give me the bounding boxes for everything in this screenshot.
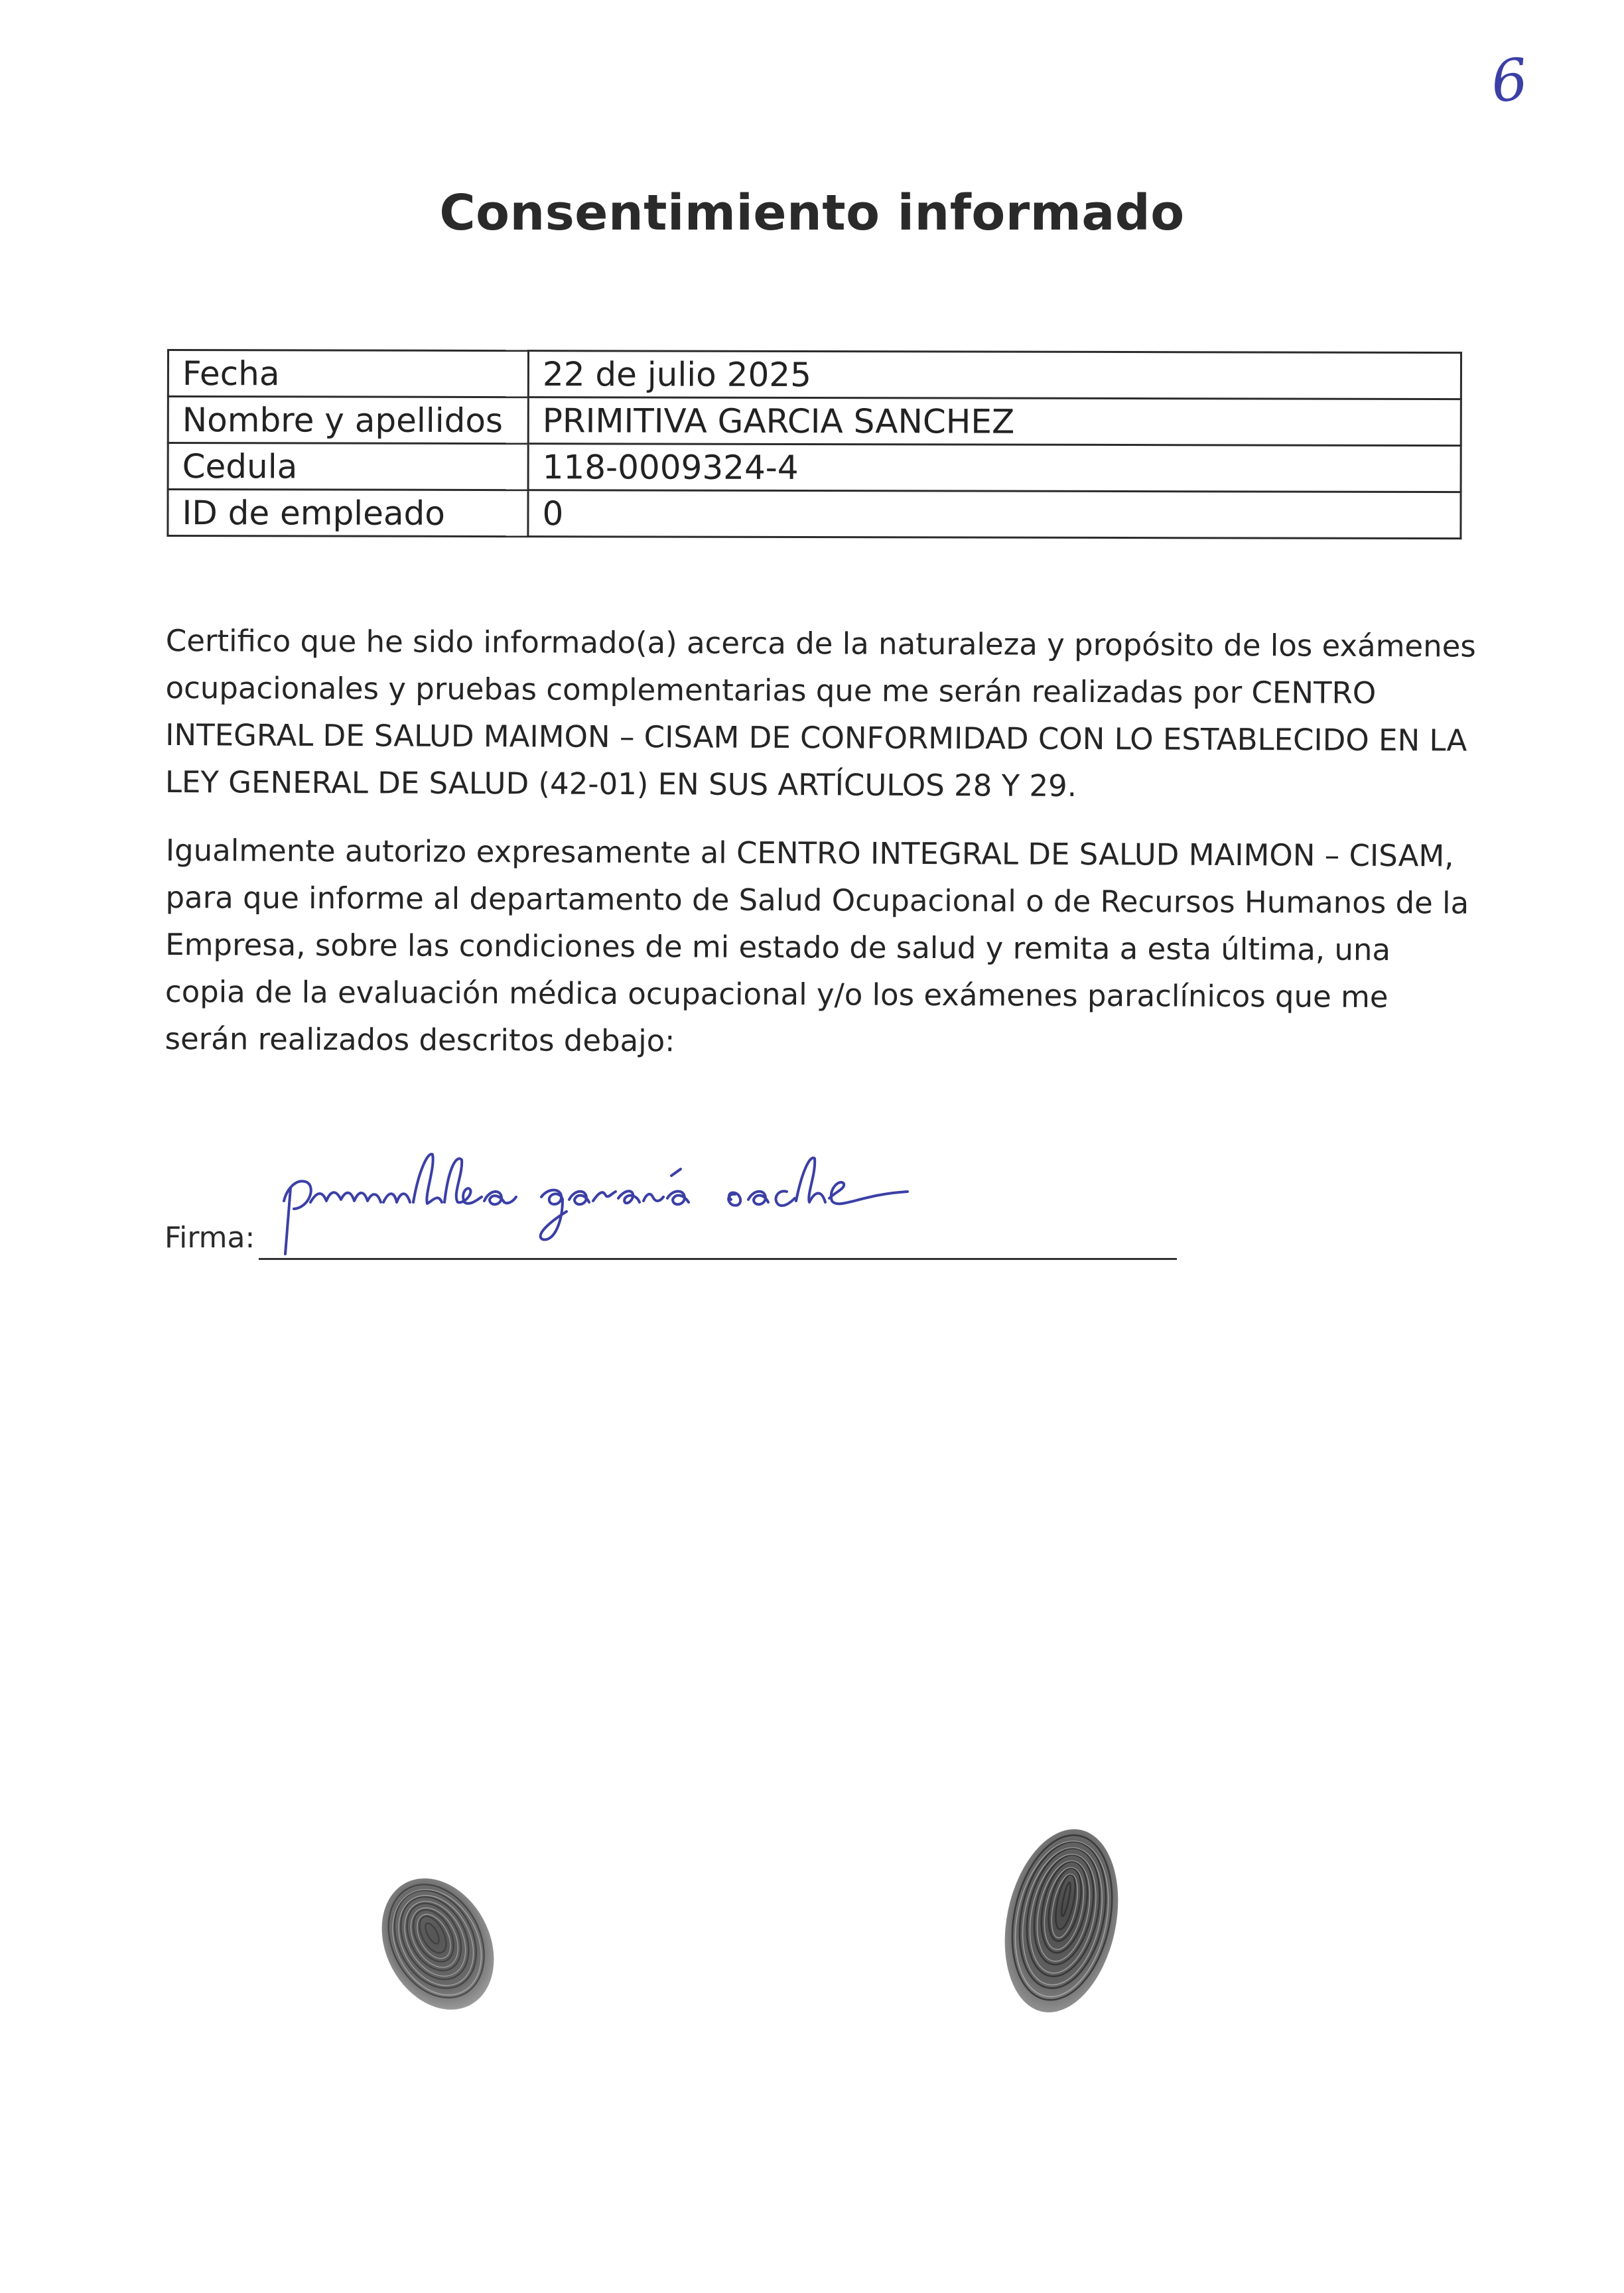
fecha-label: Fecha bbox=[168, 350, 528, 397]
table-row bbox=[168, 350, 1461, 399]
table-row bbox=[168, 443, 1461, 492]
handwritten-signature bbox=[271, 1128, 1160, 1261]
firma-label: Firma: bbox=[165, 1221, 255, 1255]
right-fingerprint bbox=[982, 1811, 1141, 2030]
certification-paragraph: Certifico que he sido informado(a) acerca de la naturaleza y propósito de los exámenes ocupacionales y pruebas complementarias que me serán realizadas por CENTRO INTEGRAL DE SALUD MAIMON – CISAM DE CONFORMIDAD CON LO ESTABLECIDO EN LA LEY GENERAL DE SALUD (42-01) EN SUS ARTÍCULOS 28 Y 29. bbox=[165, 622, 1476, 803]
cedula-label: Cedula bbox=[168, 443, 528, 490]
document-title: Consentimiento informado bbox=[439, 184, 1185, 242]
cedula-value: 118-0009324-4 bbox=[528, 444, 1461, 492]
id-empleado-value: 0 bbox=[528, 490, 1461, 539]
authorization-paragraph: Igualmente autorizo expresamente al CENTRO INTEGRAL DE SALUD MAIMON – CISAM, para que informe al departamento de Salud Ocupacional o de Recursos Humanos de la Empresa, sobre las condiciones de mi estado de salud y remita a esta última, una copia de la evaluación médica ocupacional y/o los exámenes paraclínicos que me serán realizados descritos debajo: bbox=[165, 832, 1469, 1059]
nombre-value: PRIMITIVA GARCIA SANCHEZ bbox=[528, 397, 1461, 446]
table-row bbox=[168, 490, 1461, 539]
nombre-label: Nombre y apellidos bbox=[168, 397, 528, 444]
id-empleado-label: ID de empleado bbox=[168, 490, 528, 537]
info-table bbox=[167, 349, 1462, 539]
table-row bbox=[168, 397, 1461, 446]
page-number: 6 bbox=[1487, 46, 1531, 116]
signature-section bbox=[165, 1128, 1199, 1274]
left-fingerprint bbox=[358, 1858, 517, 2030]
fecha-value: 22 de julio 2025 bbox=[528, 351, 1461, 399]
